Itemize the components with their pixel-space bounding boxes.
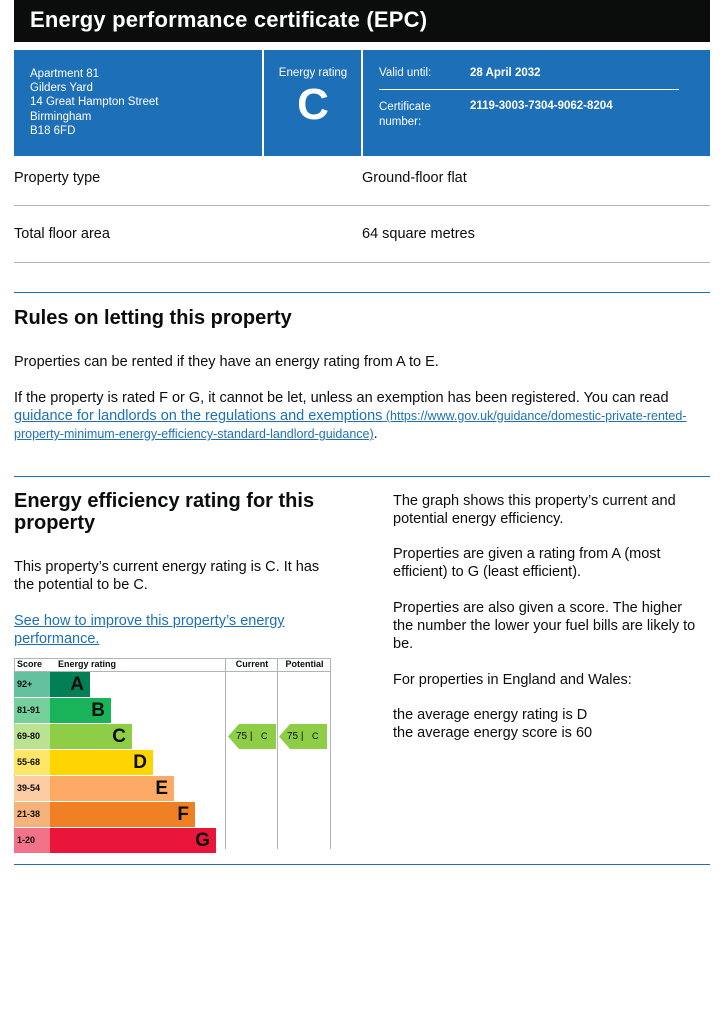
band-score-label: 92+ bbox=[14, 672, 50, 697]
chart-border bbox=[330, 658, 331, 849]
band-bar-a bbox=[50, 672, 90, 697]
guidance-text: If the property is rated F or G, it cannot be let, unless an exemption has been registered. You can read bbox=[14, 390, 669, 406]
potential-column-header: Potential bbox=[285, 659, 324, 669]
property-type-value: Ground-floor flat bbox=[362, 170, 467, 186]
guidance-link[interactable]: guidance for landlords on the regulations and exemptions bbox=[14, 408, 383, 424]
band-letter: B bbox=[91, 700, 105, 721]
efficiency-paragraph: This property’s current energy rating is C. It has the potential to be C. bbox=[14, 559, 320, 593]
band-score-label: 69-80 bbox=[14, 724, 50, 749]
band-score-label: 21-38 bbox=[14, 802, 50, 827]
info-paragraph: Properties are given a rating from A (most efficient) to G (least efficient). bbox=[393, 546, 661, 580]
band-bar-c bbox=[50, 724, 132, 749]
improve-paragraph bbox=[14, 612, 324, 648]
current-rating-arrow-letter: C bbox=[261, 731, 268, 741]
band-letter: G bbox=[195, 830, 210, 851]
current-rating-arrow-score: 75 | bbox=[236, 731, 253, 742]
potential-rating-arrow-letter: C bbox=[312, 731, 319, 741]
section-divider bbox=[14, 864, 710, 865]
energy-rating-label: Energy rating bbox=[278, 67, 348, 79]
score-column-header: Score bbox=[17, 659, 43, 669]
improve-link[interactable]: See how to improve this property’s energy performance. bbox=[14, 613, 285, 647]
chart-column-divider bbox=[225, 658, 226, 849]
letting-paragraph: Properties can be rented if they have an energy rating from A to E. bbox=[14, 354, 439, 370]
guidance-url-link[interactable]: (https://www.gov.uk/guidance/domestic-private-rented-property-minimum-energy-efficiency-standard-landlord-guidance) bbox=[14, 409, 687, 441]
average-score-text: the average energy score is 60 bbox=[393, 725, 593, 741]
address-line: 14 Great Hampton Street bbox=[30, 96, 159, 109]
floor-area-value: 64 square metres bbox=[362, 226, 475, 242]
band-letter: D bbox=[133, 752, 147, 773]
section-divider bbox=[14, 292, 710, 293]
rating-column-header: Energy rating bbox=[58, 659, 117, 669]
average-rating-text: the average energy rating is D bbox=[393, 707, 588, 723]
property-type-label: Property type bbox=[14, 170, 101, 186]
info-paragraph: The graph shows this property’s current and potential energy efficiency. bbox=[393, 493, 676, 527]
section-divider bbox=[14, 476, 710, 477]
certificate-number-value: 2119-3003-7304-9062-8204 bbox=[470, 100, 613, 112]
band-bar-d bbox=[50, 750, 153, 775]
summary-panel bbox=[14, 50, 710, 156]
efficiency-heading: Energy efficiency rating for this property bbox=[14, 490, 315, 534]
band-bar-b bbox=[50, 698, 111, 723]
band-letter: C bbox=[112, 726, 126, 747]
floor-area-label: Total floor area bbox=[14, 226, 110, 242]
band-score-label: 55-68 bbox=[14, 750, 50, 775]
page-title: Energy performance certificate (EPC) bbox=[30, 7, 428, 32]
address-line: B18 6FD bbox=[30, 124, 76, 137]
band-score-label: 1-20 bbox=[14, 828, 50, 853]
potential-rating-arrow-score: 75 | bbox=[287, 731, 304, 742]
current-column-header: Current bbox=[235, 659, 269, 669]
band-bar-g bbox=[50, 828, 216, 853]
address-line: Birmingham bbox=[30, 110, 92, 123]
panel-divider bbox=[361, 50, 363, 156]
band-letter: F bbox=[177, 804, 189, 825]
band-letter: E bbox=[155, 778, 168, 799]
energy-rating-letter: C bbox=[297, 80, 329, 129]
band-bar-f bbox=[50, 802, 195, 827]
row-divider bbox=[14, 205, 710, 206]
address-line: Apartment 81 bbox=[30, 68, 100, 80]
row-divider bbox=[14, 262, 710, 263]
guidance-suffix: . bbox=[373, 426, 378, 442]
info-paragraph: Properties are also given a score. The higher the number the lower your fuel bills are likely to be. bbox=[393, 600, 696, 652]
title-bar bbox=[14, 0, 710, 42]
band-bar-e bbox=[50, 776, 174, 801]
chart-column-divider bbox=[277, 658, 278, 849]
info-paragraph: For properties in England and Wales: bbox=[393, 672, 632, 688]
address-line: Gilders Yard bbox=[30, 82, 93, 95]
band-letter: A bbox=[70, 674, 84, 695]
valid-until-label: Valid until: bbox=[379, 67, 432, 79]
letting-heading: Rules on letting this property bbox=[14, 307, 292, 329]
panel-rule bbox=[379, 89, 679, 90]
valid-until-value: 28 April 2032 bbox=[470, 67, 541, 79]
certificate-number-label: Certificate number: bbox=[379, 101, 431, 128]
chart-border bbox=[14, 658, 331, 659]
property-address bbox=[30, 67, 158, 138]
band-score-label: 81-91 bbox=[14, 698, 50, 723]
letting-guidance-paragraph bbox=[14, 389, 710, 443]
band-score-label: 39-54 bbox=[14, 776, 50, 801]
epc-rating-chart bbox=[14, 658, 331, 849]
